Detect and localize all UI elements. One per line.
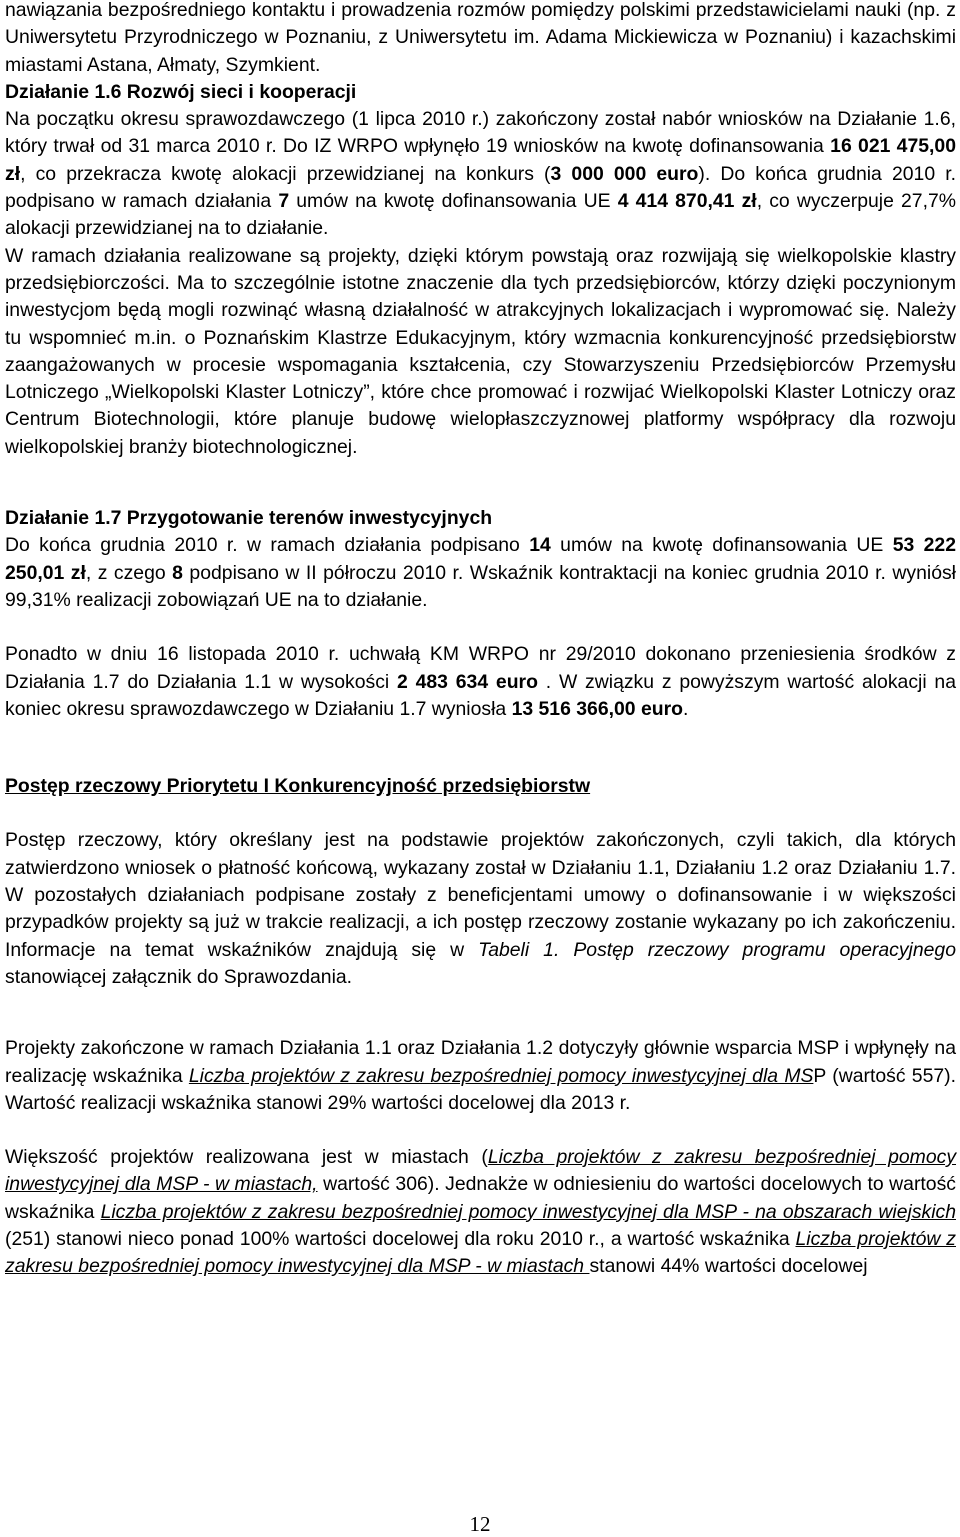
text: Postęp rzeczowy, który określany jest na podstawie projektów zakończonych, czyli takich, dla których zatwierdzono wniosek o płatność końcową, wykazany został w Działaniu 1.1, Działaniu 1.2 oraz Działaniu 1.7. W pozostałych działaniach podpisane zostały z beneficjentami umowy o dofinansowanie i w większości przypadków projekty są już w trakcie realizacji, a ich postęp rzeczowy zostanie wykazany po ich zakończeniu. Informacje na temat wskaźników znajdują się w	[5, 829, 956, 961]
paragraph-1-6-clusters	[5, 243, 956, 461]
text: stanowiącej załącznik do Sprawozdania.	[5, 965, 353, 988]
paragraph-progress-2	[5, 1035, 956, 1117]
text: , co wyczerpuje 27,7% alokacji przewidzianej na to działanie.	[5, 190, 956, 240]
heading-text: Postęp rzeczowy Priorytetu I Konkurencyjność przedsiębiorstw	[5, 775, 591, 798]
text: ). Do końca grudnia 2010 r. podpisano w ramach działania	[5, 162, 956, 213]
text: W ramach działania realizowane są projekty, dzięki którym powstają oraz rozwijają się wielkopolskie klastry przedsiębiorczości. Ma to szczególnie istotne znaczenie dla tych przedsiębiorców, którzy dzięki poczynionym inwestycjom będą mogli rozwinąć własną działalność w atrakcyjnych lokalizacjach i wypromować się. Należy tu wspomnieć m.in. o Poznańskim Klastrze Edukacyjnym, który wzmacnia konkurencyjność przedsiębiorstw zaangażowanych w procesie wspomagania kształcenia, czy Stowarzyszeniu Przedsiębiorców Przemysłu Lotniczego „Wielkopolski Klaster Lotniczy”, które chce promować i rozwijać Wielkopolski Klaster Lotniczy oraz Centrum Biotechnologii, które planuje budowę wielopłaszczyznowej platformy współpracy dla rozwoju wielkopolskiej branży biotechnologicznej.	[5, 244, 956, 458]
spacer	[5, 1117, 956, 1144]
amount-bold: 3 000 000 euro	[550, 162, 699, 185]
section-heading-1-6	[5, 79, 956, 106]
text: umów na kwotę dofinansowania UE	[289, 190, 618, 213]
paragraph-1-7-transfer	[5, 641, 956, 723]
count-bold: 8	[172, 561, 183, 584]
text: (251) stanowi nieco ponad 100% wartości docelowej dla roku 2010 r., a wartość wskaźnika	[5, 1227, 796, 1250]
amount-bold: 53 222 250,01 zł	[5, 534, 957, 584]
text: Ponadto w dniu 16 listopada 2010 r. uchwałą KM WRPO nr 29/2010 dokonano przeniesienia środków z Działania 1.7 do Działania 1.1 w wysokości	[5, 643, 956, 693]
count-bold: 7	[278, 190, 290, 213]
heading-text: Działanie 1.7 Przygotowanie terenów inwestycyjnych	[5, 507, 493, 530]
paragraph-progress-3	[5, 1144, 956, 1280]
text: , z czego	[85, 561, 173, 584]
text: Do końca grudnia 2010 r. w ramach działania podpisano	[5, 534, 530, 557]
spacer	[5, 991, 956, 1035]
spacer	[5, 723, 956, 773]
spacer	[5, 614, 956, 641]
text: . W związku z powyższym wartość alokacji na koniec okresu sprawozdawczego w Działaniu 1.7 wyniosła	[5, 670, 956, 720]
indicator-reference: Liczba projektów z zakresu bezpośredniej pomocy inwestycyjnej dla MSP - w miastach,	[5, 1146, 957, 1196]
count-bold: 14	[529, 534, 551, 557]
table-reference: Tabeli 1. Postęp rzeczowy programu operacyjnego	[478, 938, 956, 961]
page-number: 12	[469, 1512, 491, 1536]
text: umów na kwotę dofinansowania UE	[550, 534, 893, 557]
indicator-reference: Liczba projektów z zakresu bezpośredniej pomocy inwestycyjnej dla MSP - w miastach	[5, 1227, 956, 1278]
spacer	[5, 800, 956, 827]
spacer	[5, 461, 956, 505]
paragraph-1-6-recruitment	[5, 106, 956, 242]
text: Projekty zakończone w ramach Działania 1.1 oraz Działania 1.2 dotyczyły głównie wsparcia MSP i wpłynęły na realizację wskaźnika	[5, 1037, 956, 1087]
amount-bold: 13 516 366,00 euro	[511, 697, 683, 720]
text: nawiązania bezpośredniego kontaktu i prowadzenia rozmów pomiędzy polskimi przedstawicielami nauki (np. z Uniwersytetu Przyrodniczego w Poznaniu, z Uniwersytetu im. Adama Mickiewicza w Poznaniu) i kazachskimi miastami Astana, Ałmaty, Szymkient.	[5, 0, 956, 76]
paragraph-progress-1	[5, 827, 956, 991]
text: podpisano w II półroczu 2010 r. Wskaźnik kontraktacji na koniec grudnia 2010 r. wyniósł 99,31% realizacji zobowiązań UE na to działanie.	[5, 561, 956, 611]
text: .	[682, 697, 689, 720]
heading-bold-part: Działanie 1.	[5, 80, 111, 103]
text: (wartość 557). Wartość realizacji wskaźnika stanowi 29% wartości docelowej dla 2013 r.	[5, 1064, 956, 1114]
progress-heading	[5, 773, 956, 800]
text: P	[813, 1064, 826, 1087]
indicator-reference: Liczba projektów z zakresu bezpośredniej pomocy inwestycyjnej dla MSP - na obszarach wiejskich	[100, 1200, 956, 1223]
text: Większość projektów realizowana jest w miastach (	[5, 1146, 488, 1169]
text: stanowi 44% wartości docelowej	[589, 1255, 868, 1278]
amount-bold: 4 414 870,41 zł	[617, 190, 757, 213]
section-heading-1-7	[5, 505, 956, 532]
text: wartość 306). Jednakże w odniesieniu do wartości docelowych to wartość wskaźnika	[5, 1173, 956, 1223]
paragraph-intro	[5, 0, 956, 79]
indicator-reference: Liczba projektów z zakresu bezpośredniej pomocy inwestycyjnej dla MS	[188, 1064, 814, 1087]
text: Na początku okresu sprawozdawczego (1 lipca 2010 r.) zakończony został nabór wniosków na Działanie 1.6, który trwał od 31 marca 2010 r. Do IZ WRPO wpłynęło 19 wniosków na kwotę dofinansowania	[5, 108, 956, 158]
paragraph-1-7-contracts	[5, 532, 956, 614]
amount-bold: 16 021 475,00 zł	[5, 135, 956, 185]
heading-rest: 6 Rozwój sieci i kooperacji	[110, 80, 357, 103]
document-page	[5, 0, 956, 1281]
text: , co przekracza kwotę alokacji przewidzianej na konkurs (	[20, 162, 551, 185]
amount-bold: 2 483 634 euro	[397, 670, 538, 693]
